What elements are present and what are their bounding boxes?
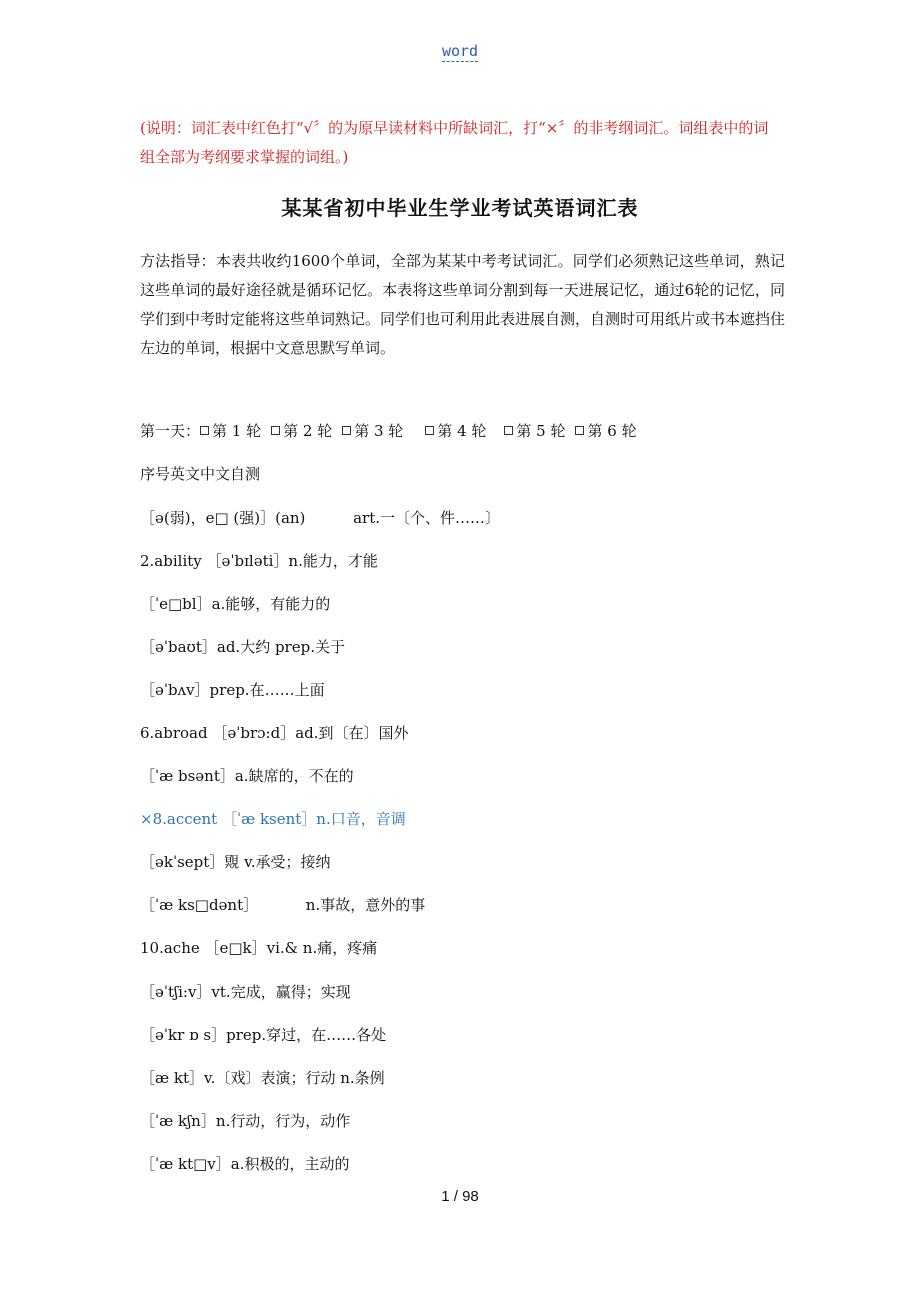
round-2[interactable]: 第 2 轮: [271, 422, 332, 440]
document-title: 某某省初中毕业生学业考试英语词汇表: [281, 196, 639, 220]
vocab-entry: ［ə(弱)，e□ (强)］(an) art.一〔个、件……〕: [140, 509, 501, 527]
round-5[interactable]: 第 5 轮: [504, 422, 565, 440]
checkbox-icon: [200, 426, 209, 435]
vocab-entry: ［əˈbʌv］prep.在……上面: [140, 681, 325, 699]
round-4[interactable]: 第 4 轮: [425, 422, 486, 440]
vocab-entry: ［ˈæ kt□v］a.积极的，主动的: [140, 1155, 350, 1173]
vocab-entry: ［əkˈsept］覭 v.承受；接纳: [140, 853, 331, 871]
vocab-entry: ［əˈbaʊt］ad.大约 prep.关于: [140, 638, 345, 656]
vocab-entry: ［ˈe□bl］a.能够，有能力的: [140, 595, 331, 613]
vocab-entry: ［æ kt］v.〔戏〕表演；行动 n.条例: [140, 1069, 385, 1087]
vocab-entry: 2.ability ［əˈbɪləti］n.能力，才能: [140, 552, 378, 570]
red-note: (说明：词汇表中红色打“√〞的为原早读材料中所缺词汇，打“×〞的非考纲词汇。词组表中的词组全部为考纲要求掌握的词组。): [140, 119, 769, 166]
checkbox-icon: [504, 426, 513, 435]
vocab-entry: ［ˈæ ks□dənt］ n.事故，意外的事: [140, 896, 426, 914]
vocab-entry-non-syllabus: ×8.accent ［ˈæ ksent］n.口音，音调: [140, 810, 406, 828]
header-link[interactable]: word: [441, 42, 479, 60]
round-6[interactable]: 第 6 轮: [575, 422, 636, 440]
method-guide: 方法指导：本表共收约1600个单词，全部为某某中考考试词汇。同学们必须熟记这些单词，熟记这些单词的最好途径就是循环记忆。本表将这些单词分割到每一天进展记忆，通过6轮的记忆，同学们到中考时定能将这些单词熟记。同学们也可利用此表进展自测，自测时可用纸片或书本遮挡住左边的单词，根据中文意思默写单词。: [140, 252, 786, 357]
vocab-entry: 10.ache ［e□k］vi.& n.痛，疼痛: [140, 939, 378, 957]
round-1[interactable]: 第 1 轮: [200, 422, 261, 440]
vocab-entry: ［ˈæ kʃn］n.行动，行为，动作: [140, 1112, 351, 1130]
round-3[interactable]: 第 3 轮: [342, 422, 403, 440]
page-number: 1 / 98: [441, 1188, 479, 1205]
checkbox-icon: [575, 426, 584, 435]
checkbox-icon: [342, 426, 351, 435]
checkbox-icon: [425, 426, 434, 435]
checkbox-icon: [271, 426, 280, 435]
vocab-entry: ［ˈæ bsənt］a.缺席的，不在的: [140, 767, 354, 785]
vocab-entry: ［əˈtʃi:v］vt.完成，赢得；实现: [140, 983, 351, 1001]
vocab-entry: 6.abroad ［əˈbrɔ:d］ad.到〔在〕国外: [140, 724, 409, 742]
day-label: 第一天：: [140, 422, 201, 440]
columns-header: 序号英文中文自测: [140, 465, 261, 483]
page-header: [0, 42, 920, 60]
vocab-entry: ［əˈkr ɒ s］prep.穿过，在……各处: [140, 1026, 387, 1044]
day-rounds-row: [140, 420, 647, 441]
